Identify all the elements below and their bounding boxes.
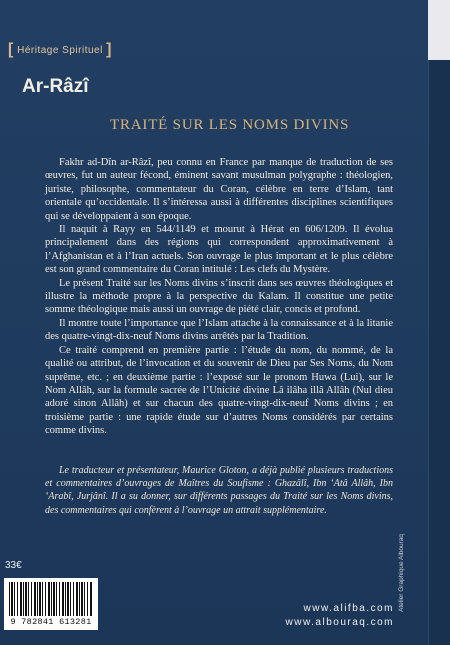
paragraph-3: Le présent Traité sur les Noms divins s’inscrit dans ses œuvres théologiques et illustre la méthode propre à la perspective du Kalam. Il constitue une petite somme théologique mais aussi un ouvrage de piété clair, concis et profond. <box>45 277 393 316</box>
graphic-credit: Atelier Graphique Albouraq <box>398 533 405 612</box>
paragraph-1: Fakhr ad-Dîn ar-Râzî, peu connu en France par manque de traduction de ses œuvres, fut un auteur fécond, éminent savant musulman polygraphe : théologien, juriste, philosophe, commentateur du Coran, célèbre en terre d’Islam, tant orientale qu’occidentale. Il s’intéressa aussi à différentes disciplines scientifiques qui se développaient à son époque. <box>45 157 393 222</box>
website-albouraq: www.albouraq.com <box>285 617 394 628</box>
series-bracket-close: ] <box>106 41 112 58</box>
translator-note-text: Le traducteur et présentateur, Maurice Gloton, a déjà publié plusieurs traductions et commentaires d’ouvrages de Maîtres du Soufisme : Ghazâlî, Ibn ‘Atâ Allâh, Ibn ‘Arabî, Jurjânî. Il a su donner, sur différents passages du Traité sur les Noms divins, des commentaires qui confèrent à l’ouvrage un attrait supplémentaire. <box>45 465 393 516</box>
series-name: Héritage Spirituel <box>17 45 103 56</box>
price-label: 33€ <box>5 560 22 571</box>
book-title: TRAITÉ SUR LES NOMS DIVINS <box>110 117 350 133</box>
barcode-bars <box>9 582 93 616</box>
description-body <box>45 156 393 438</box>
translator-note <box>45 464 393 517</box>
paragraph-4: Il montre toute l’importance que l’Islam attache à la connaissance et à la litanie des quatre-vingt-dix-neuf Noms divins arrêtés par la Tradition. <box>45 317 393 343</box>
paragraph-2: Il naquit à Rayy en 544/1149 et mourut à Hérat en 606/1209. Il évolua principalement dans des régions qui correspondent approximativement à l’Afghanistan et à l’Iran actuels. Son ouvrage le plus important et le plus célèbre est son grand commentaire du Coran intitulé : Les clefs du Mystère. <box>45 224 393 276</box>
book-spine <box>428 0 450 645</box>
paragraph-5: Ce traité comprend en première partie : l’étude du nom, du nommé, de la qualité ou attribut, de l’invocation et du souvenir de Dieu par Ses Noms, du Nom suprême, etc. ; en deuxième partie : l’exposé sur le pronom Huwa (Lui), sur le Nom Allâh, sur la formule sacrée de l’Unicité divine Lâ ilâha illâ Allâh (Nul dieu adoré sinon Allâh) et sur chacun des quatre-vingt-dix-neuf Noms divins ; en troisième partie : une rapide étude sur d’autres Noms considérés par certains comme divins. <box>45 344 393 437</box>
series-label <box>8 40 112 58</box>
website-alifba: www.alifba.com <box>303 603 394 614</box>
barcode <box>4 578 98 630</box>
barcode-number: 9 782841 613281 <box>10 617 92 627</box>
series-bracket-open: [ <box>8 41 14 58</box>
author-name: Ar-Râzî <box>22 76 89 97</box>
spine-label-area <box>428 0 450 60</box>
